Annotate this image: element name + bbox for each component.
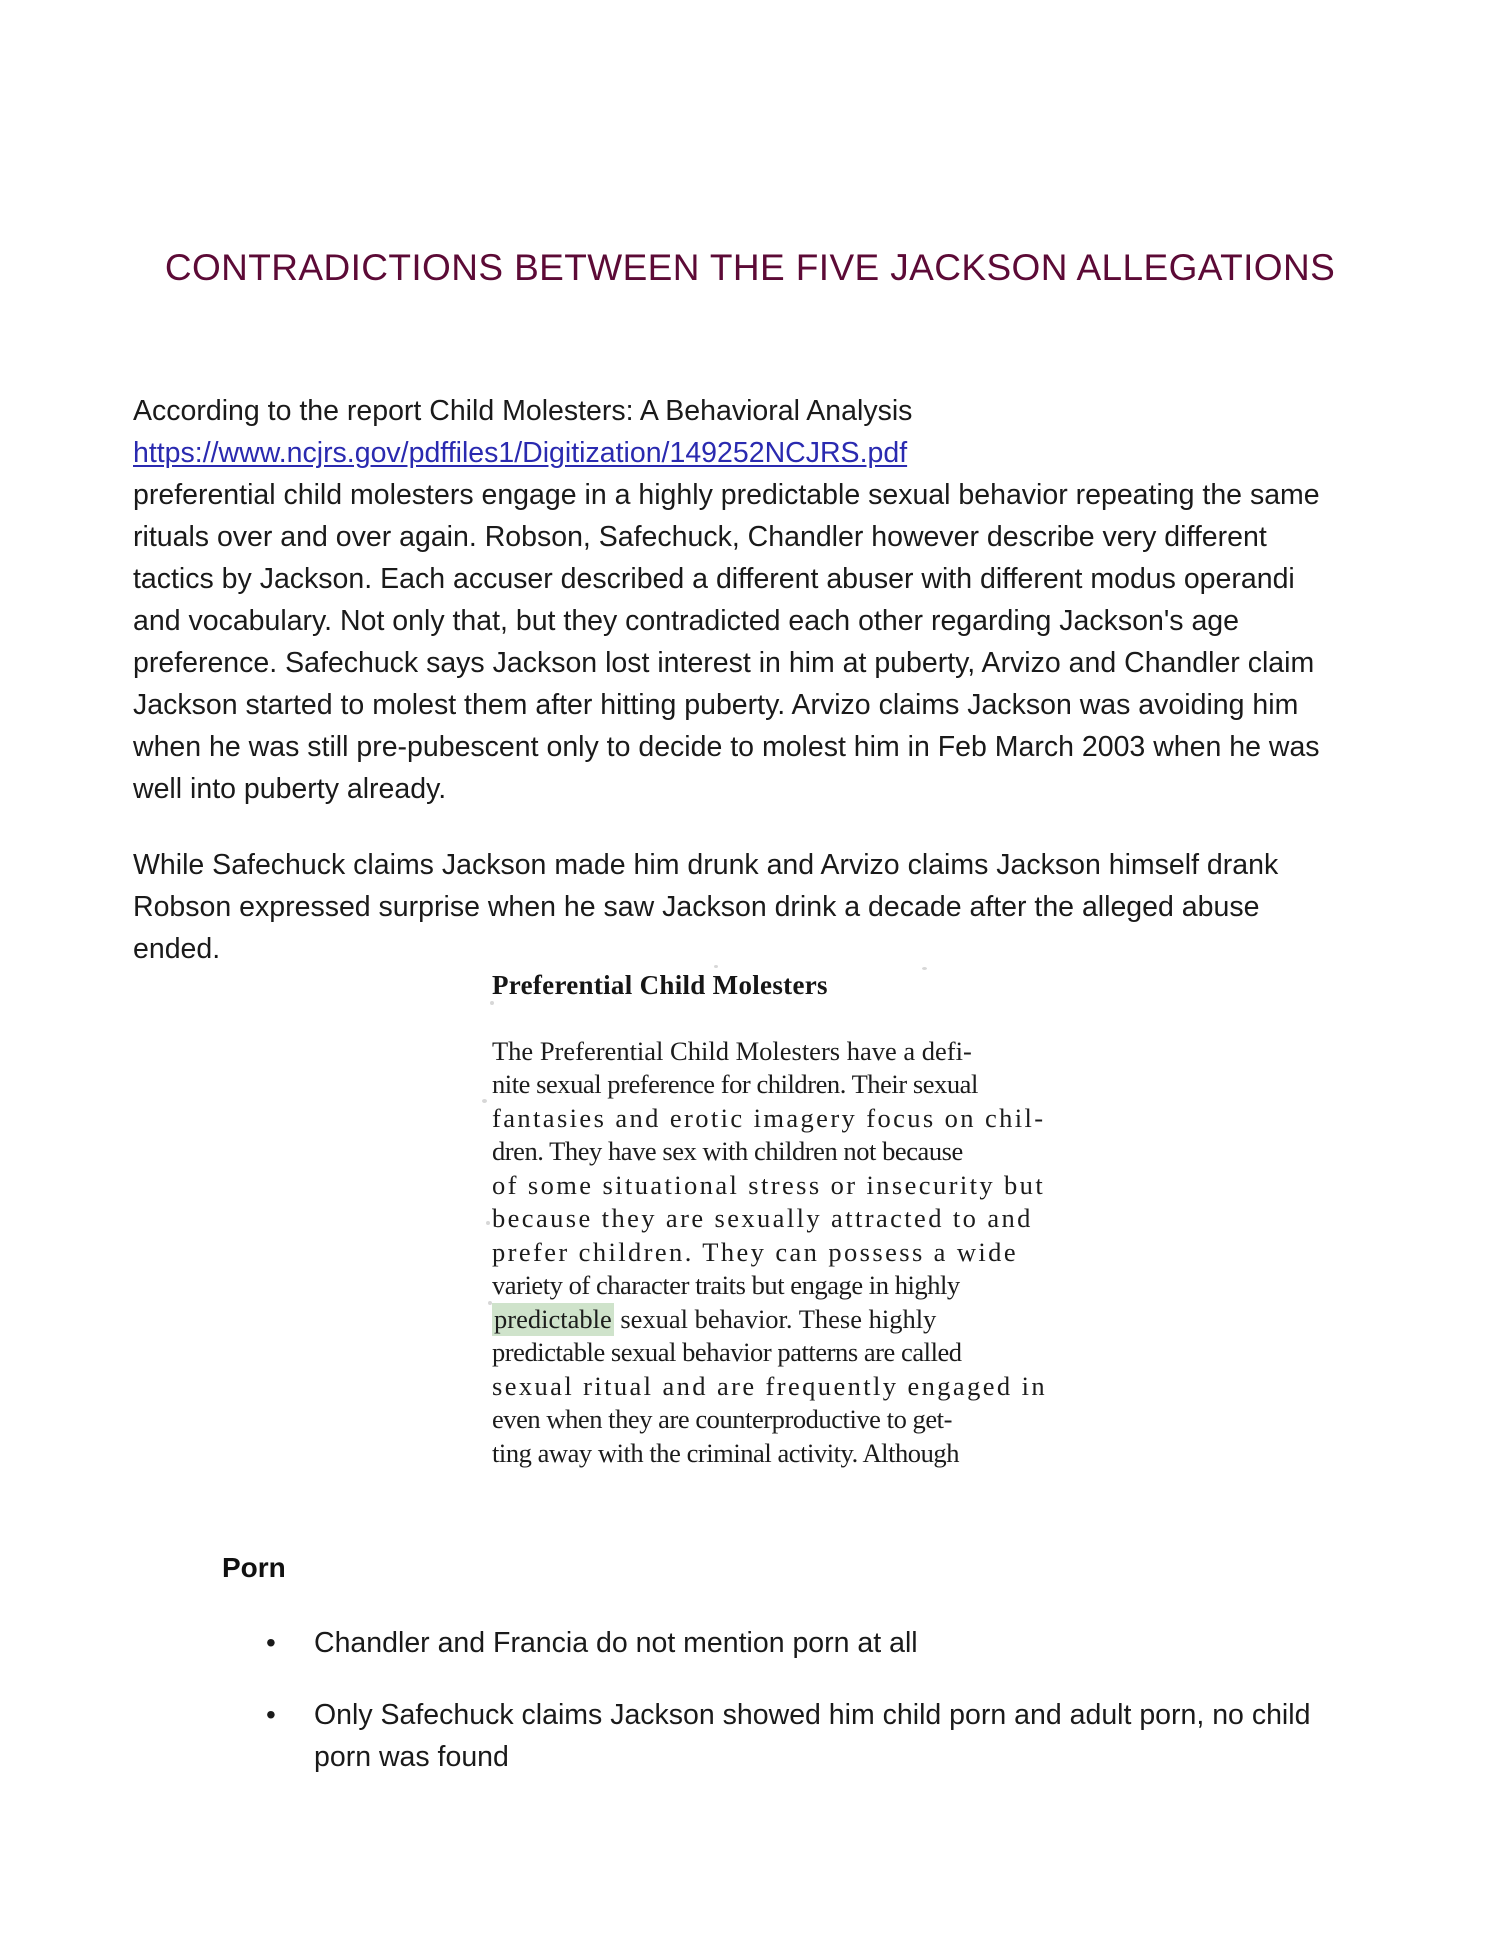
scan-line: because they are sexually attracted to and [492, 1203, 1033, 1234]
scan-speck [482, 1099, 487, 1103]
paragraph-two: While Safechuck claims Jackson made him drunk and Arvizo claims Jackson himself drank Robson expressed surprise when he saw Jackson drink a decade after the alleged abuse ended. [133, 849, 1279, 965]
scan-line: ting away with the criminal activity. Although [492, 1437, 960, 1468]
scan-line-rest: sexual behavior. These highly [620, 1303, 937, 1334]
scan-line: variety of character traits but engage in highly [492, 1270, 960, 1301]
bullet-icon: • [266, 1627, 276, 1658]
body-text-block [133, 390, 1348, 970]
scan-line: nite sexual preference for children. Their sexual [492, 1069, 978, 1100]
scanned-excerpt-image [492, 971, 1092, 1470]
bullet-icon: • [266, 1699, 276, 1730]
scan-speck [488, 1301, 492, 1305]
scan-line-highlighted [492, 1303, 1076, 1337]
list-item [258, 1694, 1338, 1778]
scan-line: sexual ritual and are frequently engaged in [492, 1370, 1047, 1401]
list-item-text: Only Safechuck claims Jackson showed him child porn and adult porn, no child porn was found [314, 1699, 1311, 1773]
scan-speck [486, 1221, 490, 1225]
page-title: CONTRADICTIONS BETWEEN THE FIVE JACKSON ALLEGATIONS [164, 246, 1336, 288]
scan-line: The Preferential Child Molesters have a defi- [492, 1035, 972, 1066]
scan-line: dren. They have sex with children not because [492, 1136, 963, 1167]
paragraph-one-text: preferential child molesters engage in a highly predictable sexual behavior repeating the same rituals over and over again. Robson, Safechuck, Chandler however describe very different tactics by Jackson. Each accuser described a different abuser with different modus operandi and vocabulary. Not only that, but they contradicted each other regarding Jackson's age preference. Safechuck says Jackson lost interest in him at puberty, Arvizo and Chandler claim Jackson started to molest them after hitting puberty. Arvizo claims Jackson was avoiding him when he was still pre-pubescent only to decide to molest him in Feb March 2003 when he was well into puberty already. [133, 479, 1320, 805]
intro-line: According to the report Child Molesters: A Behavioral Analysis [133, 395, 913, 427]
scan-line: prefer children. They can possess a wide [492, 1236, 1018, 1267]
list-item-text: Chandler and Francia do not mention porn at all [314, 1627, 918, 1659]
porn-bullet-list [258, 1622, 1338, 1778]
source-url-link[interactable]: https://www.ncjrs.gov/pdffiles1/Digitization/149252NCJRS.pdf [133, 437, 908, 469]
scan-heading: Preferential Child Molesters [492, 970, 828, 1000]
list-item [258, 1622, 1338, 1664]
porn-section-heading: Porn [222, 1552, 286, 1583]
scan-line: of some situational stress or insecurity but [492, 1169, 1046, 1200]
scan-line: predictable sexual behavior patterns are called [492, 1337, 962, 1368]
scan-speck [714, 965, 718, 968]
scan-speck [490, 1001, 494, 1005]
scan-speck [922, 967, 927, 970]
scan-line: even when they are counterproductive to get- [492, 1404, 952, 1435]
intro-paragraph [133, 390, 1348, 810]
scan-line: fantasies and erotic imagery focus on chil- [492, 1102, 1046, 1133]
scan-inner [492, 971, 1092, 1470]
highlighted-word: predictable [494, 1303, 612, 1334]
scan-body [492, 1035, 1076, 1471]
